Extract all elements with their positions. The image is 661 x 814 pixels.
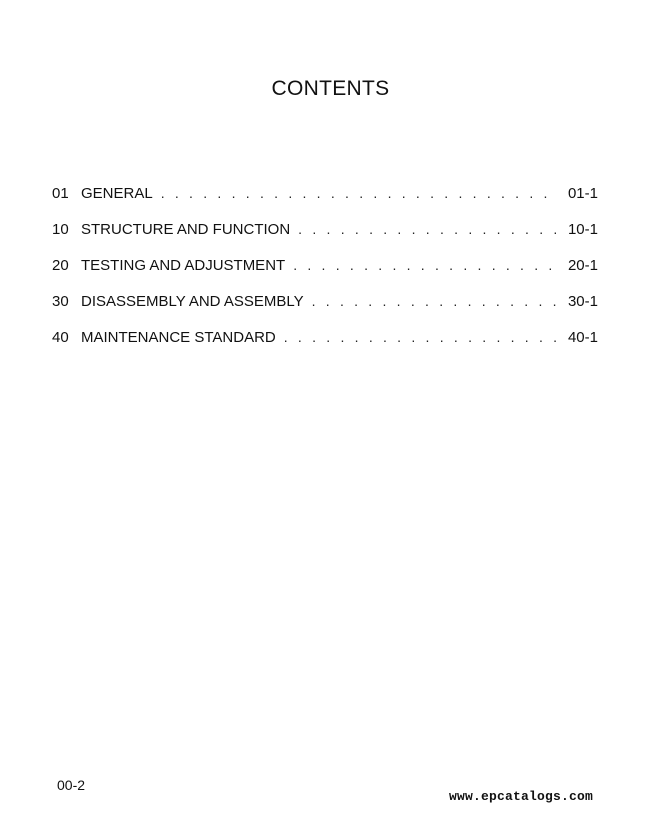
toc-section-number: 10 xyxy=(52,221,69,238)
toc-entry-structure-and-function[interactable] xyxy=(52,221,598,257)
toc-section-title: DISASSEMBLY AND ASSEMBLY xyxy=(81,293,304,310)
toc-section-title: STRUCTURE AND FUNCTION xyxy=(81,221,291,238)
page-title: CONTENTS xyxy=(271,77,390,100)
table-of-contents xyxy=(52,185,598,365)
toc-page-ref: 40-1 xyxy=(567,329,598,346)
toc-section-number: 20 xyxy=(52,257,69,274)
toc-dot-leader xyxy=(298,221,556,237)
toc-entry-maintenance-standard[interactable] xyxy=(52,329,598,365)
toc-section-title: TESTING AND ADJUSTMENT xyxy=(81,257,286,274)
toc-dot-leader xyxy=(284,329,556,345)
toc-page-ref: 01-1 xyxy=(567,185,598,202)
toc-dot-leader xyxy=(161,185,556,201)
toc-page-ref: 10-1 xyxy=(567,221,598,238)
toc-section-title: GENERAL xyxy=(81,185,153,202)
toc-entry-testing-and-adjustment[interactable] xyxy=(52,257,598,293)
watermark-url: www.epcatalogs.com xyxy=(449,789,594,804)
toc-dot-leader xyxy=(293,257,556,273)
toc-section-number: 01 xyxy=(52,185,69,202)
toc-entry-general[interactable] xyxy=(52,185,598,221)
toc-page-ref: 20-1 xyxy=(567,257,598,274)
toc-section-number: 40 xyxy=(52,329,69,346)
toc-section-title: MAINTENANCE STANDARD xyxy=(81,329,276,346)
toc-section-number: 30 xyxy=(52,293,69,310)
toc-page-ref: 30-1 xyxy=(567,293,598,310)
page-number: 00-2 xyxy=(57,777,86,793)
toc-entry-disassembly-and-assembly[interactable] xyxy=(52,293,598,329)
toc-dot-leader xyxy=(312,293,556,309)
